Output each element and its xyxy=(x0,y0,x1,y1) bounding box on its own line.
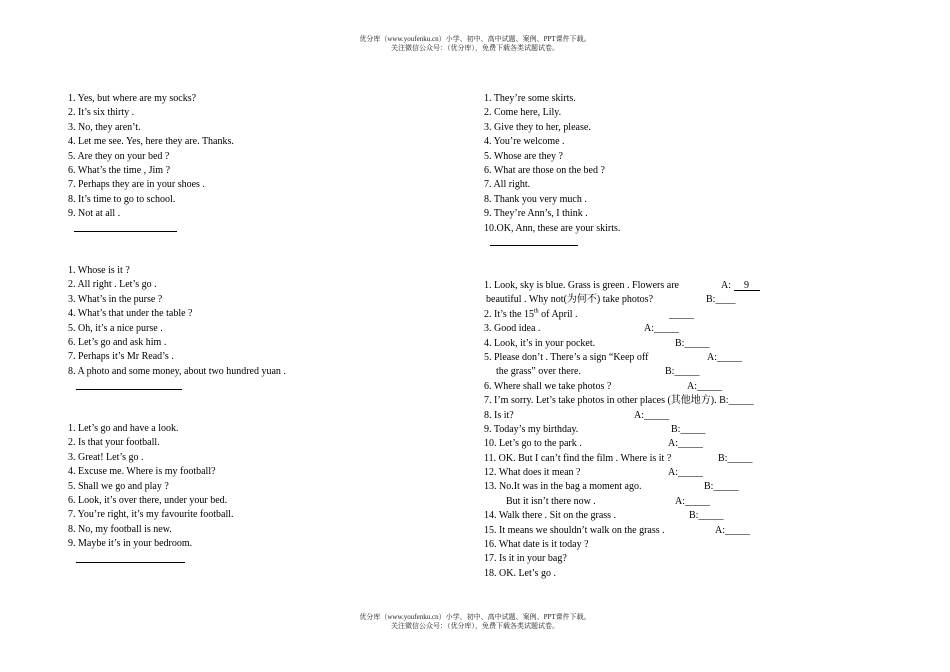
list-item: 6. What are those on the bed ? xyxy=(484,164,605,176)
answer-slot[interactable]: A:_____ xyxy=(707,351,742,363)
list-item: 6. Let’s go and ask him . xyxy=(68,336,167,348)
list-item xyxy=(484,567,884,581)
list-item: 4. What’s that under the table ? xyxy=(68,308,193,320)
list-item: 1. Yes, but where are my socks? xyxy=(68,93,197,104)
list-item: 8. It’s time to go to school. xyxy=(68,193,176,205)
item-text: 8. Is it? xyxy=(484,409,514,421)
list-item: 3. Great! Let’s go . xyxy=(68,451,144,463)
header-line-1: 优分库（www.youfenku.cn）小学、初中、高中试题、案例、PPT课件下载。 xyxy=(359,35,591,43)
list-item xyxy=(484,351,884,365)
list-item xyxy=(484,423,884,437)
list-item xyxy=(484,552,884,566)
item-text: 7. I’m sorry. Let’s take photos in other places (其他地方). B:_____ xyxy=(484,395,754,407)
item-text: 3. Good idea . xyxy=(484,323,541,335)
item-text: 2. It’s the 15th of April . xyxy=(484,308,578,320)
left-group-3 xyxy=(68,422,234,552)
list-item xyxy=(484,466,884,480)
list-item: 3. What’s in the purse ? xyxy=(68,293,163,305)
list-item xyxy=(484,452,884,466)
list-item: 1. Let’s go and have a look. xyxy=(68,423,179,434)
item-text: 6. Where shall we take photos ? xyxy=(484,380,612,392)
list-item: 6. What’s the time , Jim ? xyxy=(68,164,171,176)
answer-slot[interactable]: A:_____ xyxy=(634,409,669,421)
item-text: 5. Please don’t . There’s a sign “Keep off xyxy=(484,351,649,363)
list-item: 5. Whose are they ? xyxy=(484,150,563,162)
list-item xyxy=(484,308,884,322)
answer-slot[interactable]: A:_____ xyxy=(687,380,722,392)
item-text: 17. Is it in your bag? xyxy=(484,553,567,565)
list-item xyxy=(484,293,884,307)
answer-slot[interactable]: A:_____ xyxy=(715,524,750,536)
list-item xyxy=(484,394,884,408)
list-item xyxy=(484,365,884,379)
item-text: 11. OK. But I can’t find the film . Where is it ? xyxy=(484,452,672,464)
list-item: 7. Perhaps they are in your shoes . xyxy=(68,179,205,191)
list-item: 5. Are they on your bed ? xyxy=(68,150,170,162)
answer-slot[interactable]: B:_____ xyxy=(704,481,739,493)
answer-slot[interactable]: A:_____ xyxy=(668,467,703,479)
item-text: 9. Today’s my birthday. xyxy=(484,423,579,435)
right-group-2 xyxy=(484,279,884,581)
item-text: 13. No.It was in the bag a moment ago. xyxy=(484,481,642,493)
answer-line[interactable] xyxy=(74,231,177,232)
list-item: 6. Look, it’s over there, under your bed. xyxy=(68,494,228,506)
list-item xyxy=(484,437,884,451)
list-item: 5. Oh, it’s a nice purse . xyxy=(68,322,163,334)
list-item: 2. All right . Let’s go . xyxy=(68,279,157,291)
page-header xyxy=(0,35,950,53)
list-item: 9. Maybe it’s in your bedroom. xyxy=(68,538,193,550)
item-text: 16. What date is it today ? xyxy=(484,539,589,551)
answer-slot[interactable]: A:_____ xyxy=(675,495,710,507)
answer-slot[interactable]: B:_____ xyxy=(675,337,710,349)
list-item: 3. No, they aren’t. xyxy=(68,121,141,133)
list-item: 1. Whose is it ? xyxy=(68,265,130,276)
list-item xyxy=(484,509,884,523)
item-text: the grass” over there. xyxy=(496,366,581,378)
list-item xyxy=(484,322,884,336)
answer-slot[interactable] xyxy=(721,279,760,293)
right-group-1 xyxy=(484,92,620,236)
list-item: 7. You’re right, it’s my favourite football. xyxy=(68,509,234,521)
item-text: beautiful . Why not(为何不) take photos? xyxy=(486,294,654,306)
list-item: 2. Is that your football. xyxy=(68,437,160,449)
list-item xyxy=(484,524,884,538)
list-item xyxy=(484,409,884,423)
list-item: 4. Let me see. Yes, here they are. Thanks. xyxy=(68,136,234,148)
item-text: But it isn’t there now . xyxy=(506,495,596,507)
item-text: 4. Look, it’s in your pocket. xyxy=(484,337,596,349)
item-text: 15. It means we shouldn’t walk on the grass . xyxy=(484,524,665,536)
answer-slot[interactable]: B:_____ xyxy=(718,452,753,464)
header-line-2: 关注微信公众号：（优分库），免费下载各类试题试卷。 xyxy=(391,44,559,52)
answer-slot[interactable]: B:_____ xyxy=(665,366,700,378)
item-text: 12. What does it mean ? xyxy=(484,467,581,479)
left-group-2 xyxy=(68,264,286,379)
list-item: 7. Perhaps it’s Mr Read’s . xyxy=(68,351,174,363)
list-item: 8. No, my football is new. xyxy=(68,523,172,535)
list-item: 2. It’s six thirty . xyxy=(68,107,135,119)
answer-line[interactable] xyxy=(490,245,578,246)
list-item xyxy=(484,538,884,552)
answer-line[interactable] xyxy=(76,562,185,563)
list-item: 10.OK, Ann, these are your skirts. xyxy=(484,222,621,234)
list-item: 1. They’re some skirts. xyxy=(484,93,576,104)
answer-slot[interactable]: A:_____ xyxy=(668,438,703,450)
list-item: 9. Not at all . xyxy=(68,208,121,220)
list-item xyxy=(484,337,884,351)
answer-slot[interactable]: B:_____ xyxy=(671,423,706,435)
list-item xyxy=(484,495,884,509)
item-text: 18. OK. Let’s go . xyxy=(484,567,556,579)
list-item: 5. Shall we go and play ? xyxy=(68,480,169,492)
list-item: 8. Thank you very much . xyxy=(484,193,587,205)
page-footer xyxy=(0,613,950,631)
list-item xyxy=(484,480,884,494)
list-item: 9. They’re Ann’s, I think . xyxy=(484,208,588,220)
footer-line-2: 关注微信公众号：（优分库），免费下载各类试题试卷。 xyxy=(391,622,559,630)
answer-slot[interactable]: B:____ xyxy=(706,294,736,306)
answer-slot[interactable]: _____ xyxy=(669,308,694,320)
left-group-1 xyxy=(68,92,234,222)
answer-value[interactable]: 9 xyxy=(734,279,760,291)
list-item: 7. All right. xyxy=(484,179,531,191)
item-text: 1. Look, sky is blue. Grass is green . Flowers are xyxy=(484,280,679,291)
answer-label: A: xyxy=(721,280,731,291)
list-item: 2. Come here, Lily. xyxy=(484,107,562,119)
list-item xyxy=(484,279,884,293)
answer-line[interactable] xyxy=(76,389,182,390)
item-text: 14. Walk there . Sit on the grass . xyxy=(484,510,617,522)
footer-line-1: 优分库（www.youfenku.cn）小学、初中、高中试题、案例、PPT课件下载。 xyxy=(359,613,591,621)
list-item: 4. Excuse me. Where is my football? xyxy=(68,466,216,478)
answer-slot[interactable]: A:_____ xyxy=(644,323,679,335)
item-text: 10. Let’s go to the park . xyxy=(484,438,582,450)
list-item xyxy=(484,380,884,394)
answer-slot[interactable]: B:_____ xyxy=(689,510,724,522)
list-item: 3. Give they to her, please. xyxy=(484,121,591,133)
list-item: 4. You’re welcome . xyxy=(484,136,565,148)
list-item: 8. A photo and some money, about two hundred yuan . xyxy=(68,365,286,377)
